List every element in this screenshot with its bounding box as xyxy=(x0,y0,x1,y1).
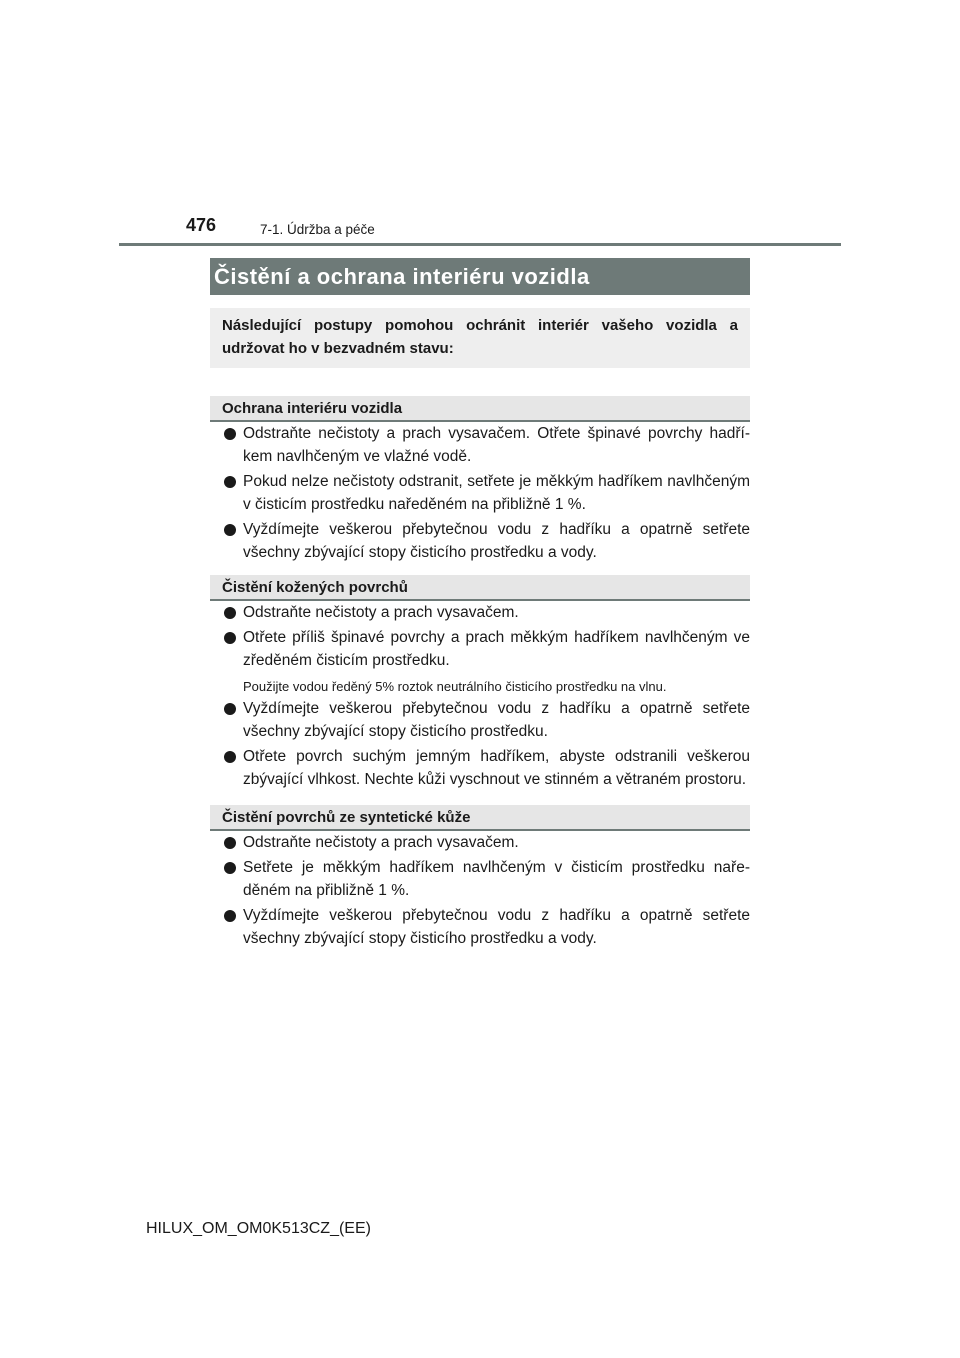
bullet-list-interior-protection xyxy=(210,422,750,564)
bullet-icon xyxy=(224,607,236,619)
list-item-text: Odstraňte nečistoty a prach vysavačem. xyxy=(243,834,519,851)
list-item-text: Pokud nelze nečistoty odstranit, setřete je měkkým hadříkem navlhčeným v čisticím prostředku naředěném na přibližně 1 %. xyxy=(243,473,750,513)
bullet-icon xyxy=(224,476,236,488)
list-item xyxy=(210,422,750,468)
section-heading-synthetic-leather: Čistění povrchů ze syntetické kůže xyxy=(210,805,750,831)
page-content xyxy=(210,258,750,950)
list-item-text: Vyždímejte veškerou přebytečnou vodu z hadříku a opatrně setřete všechny zbývající stopy čisticího prostředku a vody. xyxy=(243,907,750,947)
list-item xyxy=(210,745,750,791)
section-heading-leather-cleaning: Čistění kožených povrchů xyxy=(210,575,750,601)
list-item xyxy=(210,518,750,564)
document-code-footer: HILUX_OM_OM0K513CZ_(EE) xyxy=(146,1220,371,1237)
page-title: Čistění a ochrana interiéru vozidla xyxy=(210,258,750,295)
bullet-icon xyxy=(224,632,236,644)
list-item-text: Odstraňte nečistoty a prach vysavačem. Otřete špinavé povrchy hadříkem navlhčeným ve vlažné vodě. xyxy=(243,425,750,465)
intro-box: Následující postupy pomohou ochránit interiér vašeho vozidla a udržovat ho v bezvadném stavu: xyxy=(210,308,750,368)
list-item xyxy=(210,601,750,624)
list-item xyxy=(210,904,750,950)
list-item xyxy=(210,831,750,854)
bullet-icon xyxy=(224,910,236,922)
bullet-icon xyxy=(224,862,236,874)
bullet-list-leather-cleaning-continued xyxy=(210,697,750,791)
list-item-text: Odstraňte nečistoty a prach vysavačem. xyxy=(243,604,519,621)
leather-cleaning-note: Použijte vodou ředěný 5% roztok neutrálního čisticího prostředku na vlnu. xyxy=(243,679,667,694)
list-item-text: Otřete příliš špinavé povrchy a prach měkkým hadříkem navlhčeným ve zředěném čisticím prostředku. xyxy=(243,629,750,669)
list-item-text: Setřete je měkkým hadříkem navlhčeným v čisticím prostředku naředěném na přibližně 1 %. xyxy=(243,859,750,899)
list-item xyxy=(210,470,750,516)
bullet-icon xyxy=(224,751,236,763)
bullet-list-synthetic-leather xyxy=(210,831,750,950)
bullet-icon xyxy=(224,524,236,536)
list-item xyxy=(210,856,750,902)
list-item-text: Otřete povrch suchým jemným hadříkem, abyste odstranili veškerou zbývající vlhkost. Nechte kůži vyschnout ve stinném a větraném prostoru. xyxy=(243,748,750,788)
bullet-icon xyxy=(224,428,236,440)
list-item xyxy=(210,626,750,672)
bullet-icon xyxy=(224,703,236,715)
section-heading-interior-protection: Ochrana interiéru vozidla xyxy=(210,396,750,422)
page-number: 476 xyxy=(186,215,217,235)
bullet-list-leather-cleaning xyxy=(210,601,750,672)
list-item-text: Vyždímejte veškerou přebytečnou vodu z hadříku a opatrně setřete všechny zbývající stopy čisticího prostředku a vody. xyxy=(243,521,750,561)
running-header: 7-1. Údržba a péče xyxy=(260,222,375,237)
list-item xyxy=(210,697,750,743)
list-item-text: Vyždímejte veškerou přebytečnou vodu z hadříku a opatrně setřete všechny zbývající stopy čisticího prostředku. xyxy=(243,700,750,740)
bullet-icon xyxy=(224,837,236,849)
header-rule xyxy=(119,243,841,246)
